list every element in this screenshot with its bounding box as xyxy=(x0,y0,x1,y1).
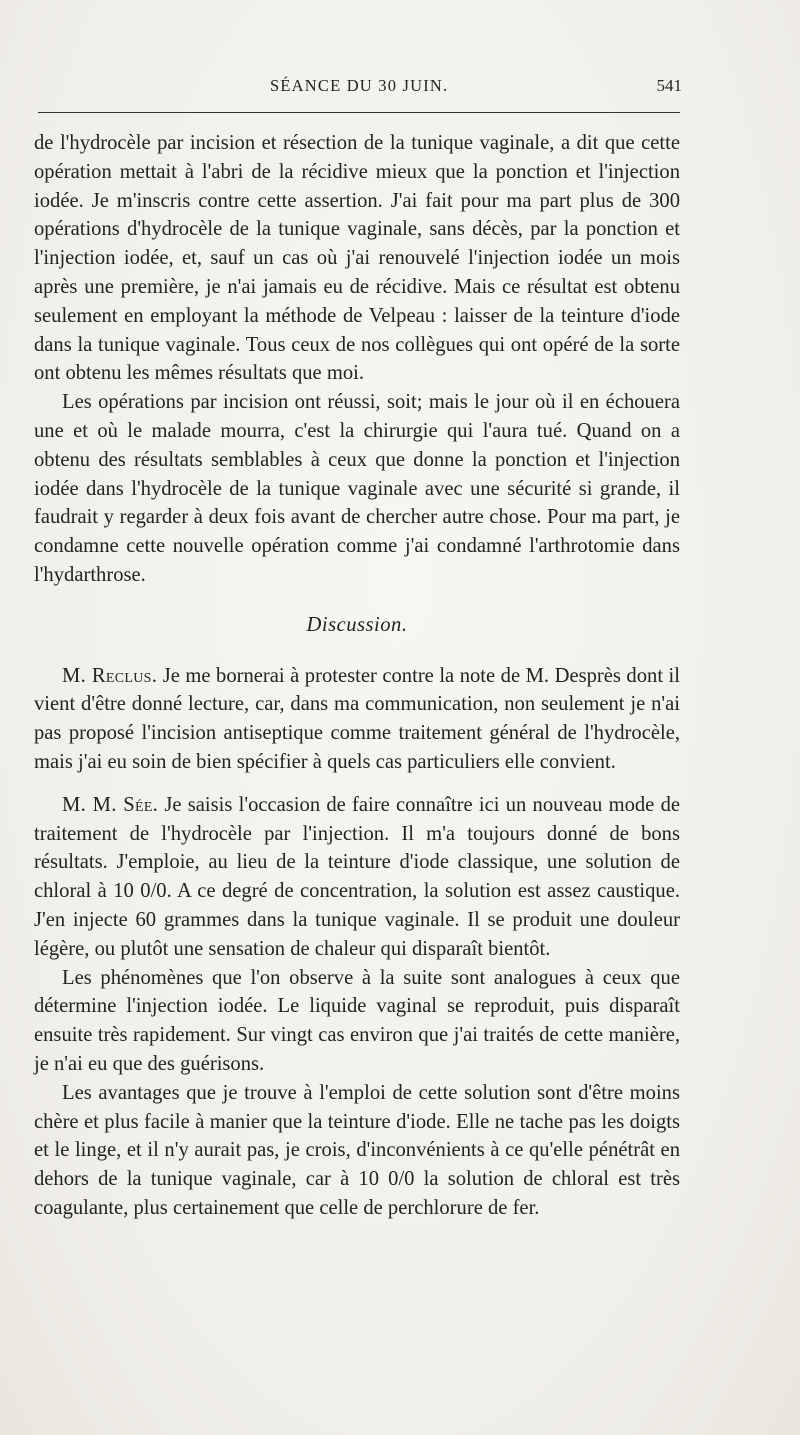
speaker-name: M. Reclus. xyxy=(62,664,158,687)
header-rule xyxy=(38,112,680,113)
discussion-paragraph-see xyxy=(34,791,680,964)
body-text xyxy=(34,129,680,1223)
running-head xyxy=(62,76,682,100)
paragraph: Les phénomènes que l'on observe à la suite sont analogues à ceux que détermine l'injection iodée. Le liquide vaginal se reproduit, puis disparaît ensuite très rapidement. Sur vingt cas environ que j'ai traités de cette manière, je n'ai eu que des guérisons. xyxy=(34,966,680,1075)
running-title: SÉANCE DU 30 JUIN. xyxy=(270,76,449,95)
speaker-name: M. M. Sée. xyxy=(62,793,159,816)
section-heading: Discussion. xyxy=(306,613,408,636)
discussion-paragraph-reclus xyxy=(34,662,680,777)
paragraph-continuation: de l'hydrocèle par incision et résection de la tunique vaginale, a dit que cette opération mettait à l'abri de la récidive mieux que la ponction et l'injection iodée. Je m'inscris contre cette assertion. J'ai fait pour ma part plus de 300 opérations d'hydrocèle de la tunique vaginale, sans décès, par la ponction et l'injection iodée, et, sauf un cas où j'ai renouvelé l'injection iodée un mois après une première, je n'ai jamais eu de récidive. Mais ce résultat est obtenu seulement en employant la méthode de Velpeau : laisser de la teinture d'iode dans la tunique vaginale. Tous ceux de nos collègues qui ont opéré de la sorte ont obtenu les mêmes résultats que moi. xyxy=(34,132,680,385)
speaker-text: Je saisis l'occasion de faire connaître ici un nouveau mode de traitement de l'hydrocèle par l'injection. Il m'a toujours donné de bons résultats. J'emploie, au lieu de la teinture d'iode classique, une solution de chloral à 10 0/0. A ce degré de concentration, la solution est assez caustique. J'en injecte 60 grammes dans la tunique vaginale. Il se produit une douleur légère, ou plutôt une sensation de chaleur qui disparaît bientôt. xyxy=(34,793,681,960)
paragraph: Les avantages que je trouve à l'emploi de cette solution sont d'être moins chère et plus facile à manier que la teinture d'iode. Elle ne tache pas les doigts et le linge, et il n'y aurait pas, je crois, d'inconvénients à ce qu'elle pénétrât en dehors de la tunique vaginale, car à 10 0/0 la solution de chloral est très coagulante, plus certainement que celle de perchlorure de fer. xyxy=(34,1081,680,1219)
paragraph: Les opérations par incision ont réussi, soit; mais le jour où il en échouera une et où le malade mourra, c'est la chirurgie qui l'aura tué. Quand on a obtenu des résultats semblables à ceux que donne la ponction et l'injection iodée dans l'hydrocèle de la tunique vaginale avec une sécurité si grande, il faudrait y regarder à deux fois avant de chercher autre chose. Pour ma part, je condamne cette nouvelle opération comme j'ai condamné l'arthrotomie dans l'hydarthrose. xyxy=(34,391,680,586)
page-number: 541 xyxy=(656,76,682,95)
speaker-text: Je me bornerai à protester contre la note de M. Desprès dont il vient d'être donné lecture, car, dans ma communication, non seulement je n'ai pas proposé l'incision antiseptique comme traitement général de l'hydrocèle, mais j'ai eu soin de bien spécifier à quels cas particuliers elle convient. xyxy=(34,664,680,773)
